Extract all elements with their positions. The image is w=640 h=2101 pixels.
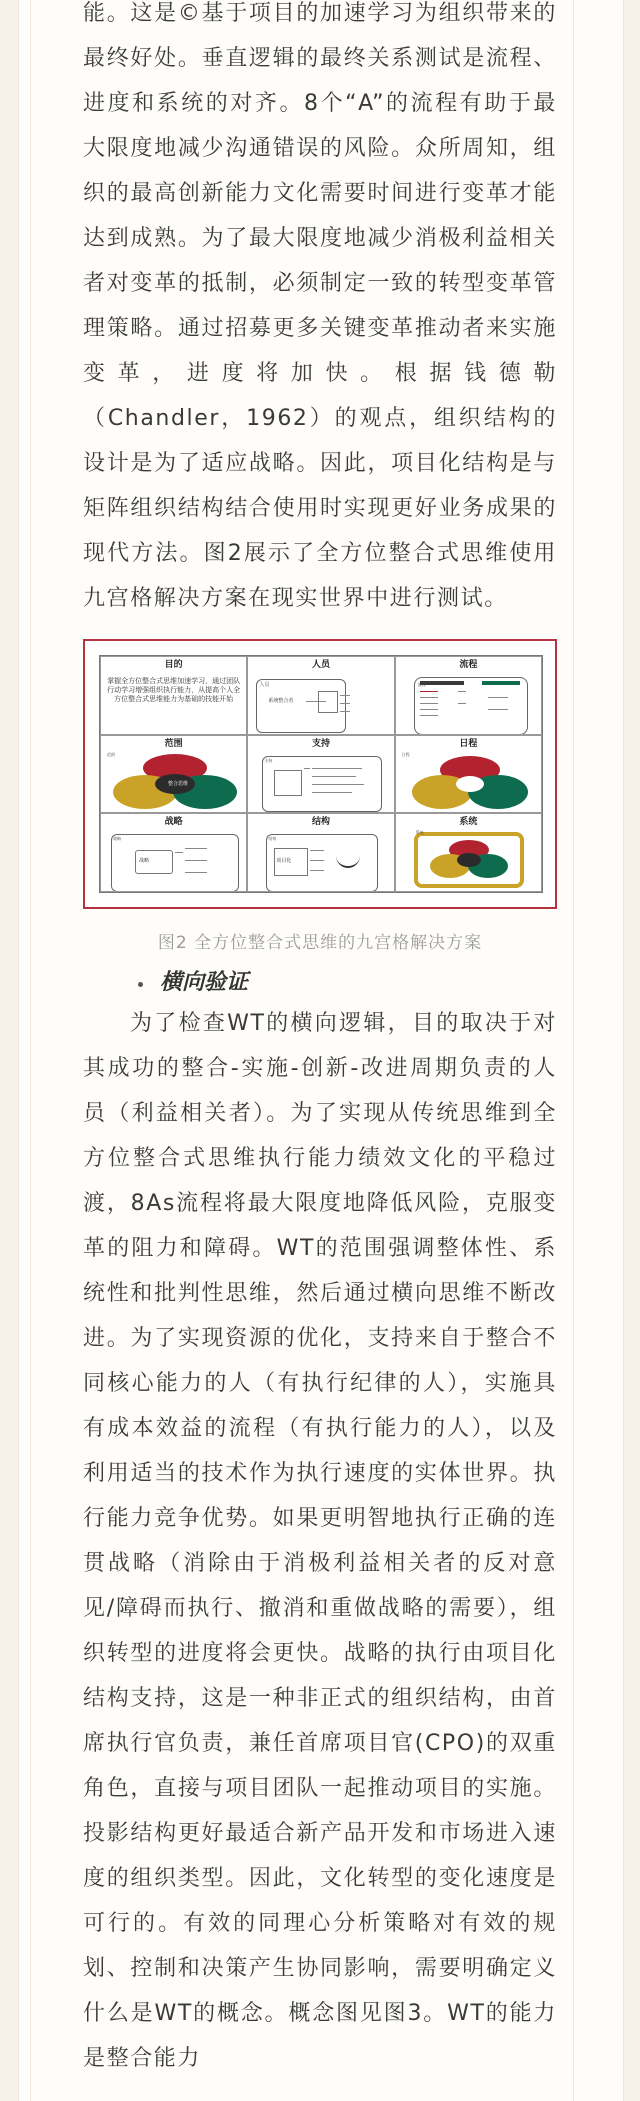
cell-label: 系统	[415, 830, 424, 836]
article-content	[83, 0, 557, 2081]
figure-nine-grid	[83, 639, 557, 909]
cell-label: 人员	[259, 682, 270, 688]
grid-cell-support	[247, 735, 394, 814]
cell-label: 整合思维	[167, 780, 188, 787]
cell-text: 掌握全方位整合式思维加速学习，通过团队行动学习增强组织执行能力，从提高个人全方位整合式思维能力为基础的技能开始	[107, 677, 241, 703]
figure-caption: 图2 全方位整合式思维的九宫格解决方案	[157, 933, 483, 953]
bullet-icon	[138, 982, 143, 987]
cell-title: 结构	[311, 817, 330, 828]
grid-cell-structure	[247, 813, 394, 892]
article-paragraph: 能。这是©基于项目的加速学习为组织带来的最终好处。垂直逻辑的最终关系测试是流程、进度和系统的对齐。8个“A”的流程有助于最大限度地减少沟通错误的风险。众所周知，组织的最高创新能力文化需要时间进行变革才能达到成熟。为了最大限度地减少消极利益相关者对变革的抵制，必须制定一致的转型变革管理策略。通过招募更多关键变革推动者来实施变革，进度将加快。根据钱德勒（Chandler，1962）的观点，组织结构的设计是为了适应战略。因此，项目化结构是与矩阵组织结构结合使用时实现更好业务成果的现代方法。图2展示了全方位整合式思维使用九宫格解决方案在现实世界中进行测试。	[83, 1, 557, 611]
grid-cell-people	[247, 656, 394, 735]
cell-label: 日程	[401, 751, 410, 757]
section-heading-text: 横向验证	[160, 970, 249, 995]
system-venn-diagram	[424, 838, 514, 882]
grid-cell-process	[395, 656, 542, 735]
cell-title: 目的	[164, 660, 183, 670]
nine-grid-table	[99, 655, 543, 893]
article-paragraph: 为了检查WT的横向逻辑，目的取决于对其成功的整合-实施-创新-改进周期负责的人员（利益相关者）。为了实现从传统思维到全方位整合式思维执行能力绩效文化的平稳过渡，8As流程将最大限度地降低风险，克服变革的阻力和障碍。WT的范围强调整体性、系统性和批判性思维，然后通过横向思维不断改进。为了实现资源的优化，支持来自于整合不同核心能力的人（有执行纪律的人），实施具有成本效益的流程（有执行能力的人），以及利用适当的技术作为执行速度的实体世界。执行能力竞争优势。如果更明智地执行正确的连贯战略（消除由于消极利益相关者的反对意见/障碍而执行、撤消和重做战略的需要），组织转型的进度将会更快。战略的执行由项目化结构支持，这是一种非正式的组织结构，由首席执行官负责，兼任首席项目官(CPO)的双重角色，直接与项目团队一起推动项目的实施。投影结构更好最适合新产品开发和市场进入速度的组织类型。因此，文化转型的变化速度是可行的。有效的同理心分析策略对有效的规划、控制和决策产生协同影响，需要明确定义什么是WT的概念。概念图见图3。WT的能力是整合能力	[83, 1011, 557, 2071]
cell-title: 系统	[459, 817, 478, 828]
cell-title: 人员	[311, 660, 330, 670]
grid-cell-system	[395, 813, 542, 892]
cell-label: 结构	[268, 836, 277, 842]
cell-label: 流程	[417, 682, 426, 687]
cell-title: 战略	[164, 817, 183, 828]
cell-label: 战略	[113, 836, 121, 842]
cell-title: 日程	[459, 738, 478, 749]
cell-title: 范围	[164, 738, 183, 749]
cell-title: 支持	[311, 738, 330, 749]
grid-cell-scope	[100, 735, 247, 814]
cell-title: 流程	[459, 660, 478, 670]
grid-cell-strategy	[100, 813, 247, 892]
grid-cell-purpose	[100, 656, 247, 735]
cell-label: 战略	[139, 858, 150, 865]
cell-label: 范围	[107, 751, 115, 757]
section-heading	[83, 966, 557, 1000]
cell-label: 系统整合者	[268, 698, 294, 704]
grid-cell-schedule	[395, 735, 542, 814]
cell-label: 支持	[264, 757, 273, 763]
cell-label: 项目化	[276, 858, 292, 865]
